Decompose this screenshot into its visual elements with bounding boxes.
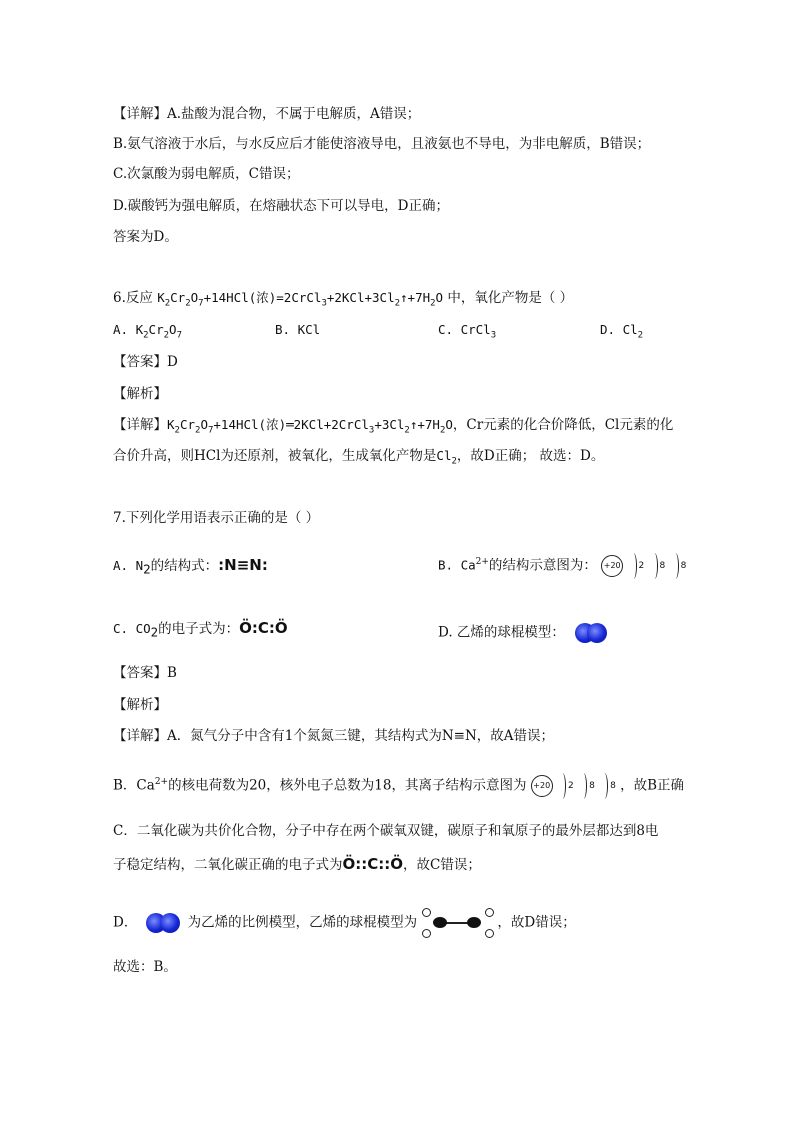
q5-detail-b: B.氨气溶液于水后，与水反应后才能使溶液导电，且液氨也不导电，为非电解质，B错误； — [113, 136, 651, 152]
ethylene-space-filling-model — [569, 619, 613, 647]
ethylene-ball-and-stick-model — [421, 908, 497, 938]
q7-detail-c-line2: 子稳定结构，二氧化碳正确的电子式为Ö::C::Ö，故C错误； — [113, 855, 481, 873]
q7-stem: 7.下列化学用语表示正确的是（ ） — [113, 510, 320, 526]
electron-shell-arc — [651, 553, 658, 579]
q5-detail-a: 【详解】A.盐酸为混合物，不属于电解质，A错误； — [113, 106, 421, 122]
co2-electron-formula: Ö:C:Ö — [239, 619, 288, 637]
q6-detail-line1: 【详解】$K_2Cr_2O_7+14HCl$(浓)$═2KCl+2CrCl_3+3Cl_2↑+7H_2O$，Cr元素的化合价降低，Cl元素的化 — [113, 417, 674, 436]
electron-shell-arc — [672, 553, 679, 579]
q7-analysis-title: 【解析】 — [113, 697, 167, 713]
q6-detail-line2: 合价升高，则HCl为还原剂，被氧化，生成氧化产物是$Cl_2$，故D正确； 故选：D。 — [113, 448, 605, 467]
co2-electron-formula-2: Ö::C::Ö — [342, 855, 404, 873]
q7-detail-a: 【详解】A．氮气分子中含有1个氮氮三键，其结构式为N≡N，故A错误； — [113, 728, 555, 744]
q6-answer: 【答案】D — [113, 354, 178, 370]
q6-option-d: D. $Cl_2$ — [600, 322, 644, 341]
q5-detail-d: D.碳酸钙为强电解质，在熔融状态下可以导电，D正确； — [113, 198, 449, 214]
q6-option-c: C. CrCl$_3$ — [438, 322, 497, 341]
ca-ion-structure-diagram: +20 2 8 8 — [601, 558, 686, 574]
q7-detail-d: D． 为乙烯的比例模型，乙烯的球棍模型为 ，故D错误； — [113, 908, 576, 938]
q6-equation: $K_2Cr_2O_7+14HCl$(浓)$=2CrCl_3+2KCl+3Cl_2↑+7H_2O$ — [157, 290, 444, 309]
q7-detail-b: B．$Ca^{2+}$的核电荷数为20，核外电子总数为18，其离子结构示意图为 +20 2 8 8 ，故B正确 — [113, 773, 684, 799]
q5-detail-c: C.次氯酸为弱电解质，C错误； — [113, 166, 300, 182]
q7-option-a: A. $N_2$的结构式：:N≡N: — [113, 556, 268, 577]
q7-option-d: D. 乙烯的球棍模型： — [438, 619, 613, 647]
q6-stem: 6.反应 $K_2Cr_2O_7+14HCl$(浓)$=2CrCl_3+2KCl+3Cl_2↑+7H_2O$ 中，氧化产物是（ ） — [113, 290, 574, 309]
q7-detail-c-line1: C．二氧化碳为共价化合物，分子中存在两个碳氧双键，碳原子和氧原子的最外层都达到8电 — [113, 823, 659, 839]
q7-conclusion: 故选：B。 — [113, 959, 177, 975]
q6-analysis-title: 【解析】 — [113, 386, 167, 402]
q5-conclusion: 答案为D。 — [113, 229, 178, 245]
q7-answer: 【答案】B — [113, 665, 177, 681]
ethylene-space-filling-model-2 — [142, 910, 188, 936]
n2-lewis-formula: :N≡N: — [218, 556, 268, 574]
nucleus-ring: +20 — [601, 555, 623, 577]
q7-option-c: C. $CO_2$的电子式为：Ö:C:Ö — [113, 619, 288, 640]
electron-shell-arc — [630, 553, 637, 579]
q6-option-b: B. KCl — [275, 322, 321, 337]
q7-option-b: B. $Ca^{2+}$的结构示意图为： +20 2 8 8 — [438, 553, 686, 579]
q6-option-a: A. $K_2Cr_2O_7$ — [113, 322, 182, 341]
ca-ion-structure-diagram-2: +20 2 8 8 — [531, 778, 620, 794]
